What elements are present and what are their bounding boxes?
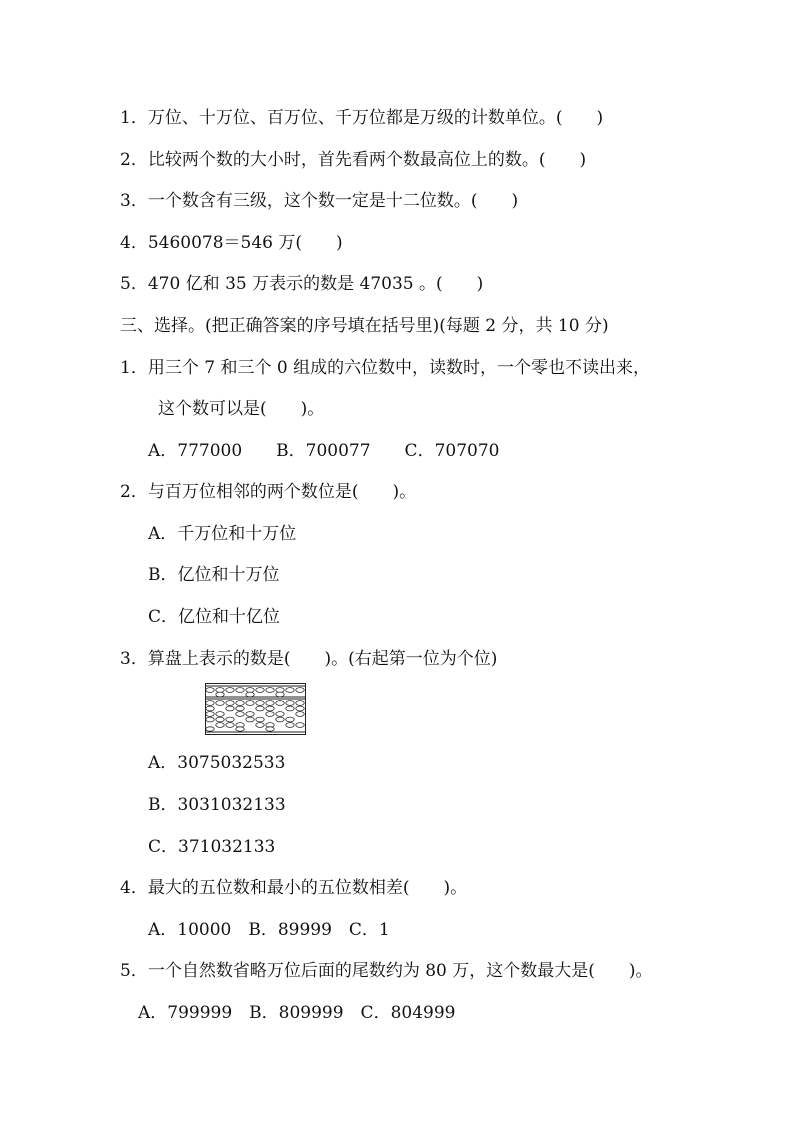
judge-item-5: 5．470 亿和 35 万表示的数是 47035 。( ) (120, 274, 484, 294)
question-1-stem: 1．用三个 7 和三个 0 组成的六位数中，读数时，一个零也不读出来， (120, 358, 651, 378)
question-1-options: A．777000 B．700077 C．707070 (148, 441, 500, 461)
question-3-option-a: A．3075032533 (148, 753, 286, 773)
section-heading: 三、选择。(把正确答案的序号填在括号里)(每题 2 分，共 10 分) (120, 316, 609, 336)
question-3-option-b: B．3031032133 (148, 795, 286, 815)
judge-item-1: 1．万位、十万位、百万位、千万位都是万级的计数单位。( ) (120, 108, 604, 128)
judge-item-4: 4．5460078＝546 万( ) (120, 233, 343, 253)
question-2-option-b: B．亿位和十万位 (148, 565, 280, 585)
judge-item-3: 3．一个数含有三级，这个数一定是十二位数。( ) (120, 191, 519, 211)
question-5-stem: 5．一个自然数省略万位后面的尾数约为 80 万，这个数最大是( )。 (120, 961, 653, 981)
question-5-options: A．799999 B．809999 C．804999 (138, 1003, 456, 1023)
question-3-stem: 3．算盘上表示的数是( )。(右起第一位为个位) (120, 649, 498, 669)
abacus-image (205, 683, 306, 735)
question-4-stem: 4．最大的五位数和最小的五位数相差( )。 (120, 878, 468, 898)
judge-item-2: 2．比较两个数的大小时，首先看两个数最高位上的数。( ) (120, 150, 587, 170)
question-2-stem: 2．与百万位相邻的两个数位是( )。 (120, 482, 417, 502)
question-3-option-c: C．371032133 (148, 837, 276, 857)
question-2-option-a: A．千万位和十万位 (148, 524, 297, 544)
question-1-stem-cont: 这个数可以是( )。 (158, 399, 325, 419)
question-2-option-c: C．亿位和十亿位 (148, 607, 281, 627)
question-4-options: A．10000 B．89999 C．1 (148, 920, 390, 940)
